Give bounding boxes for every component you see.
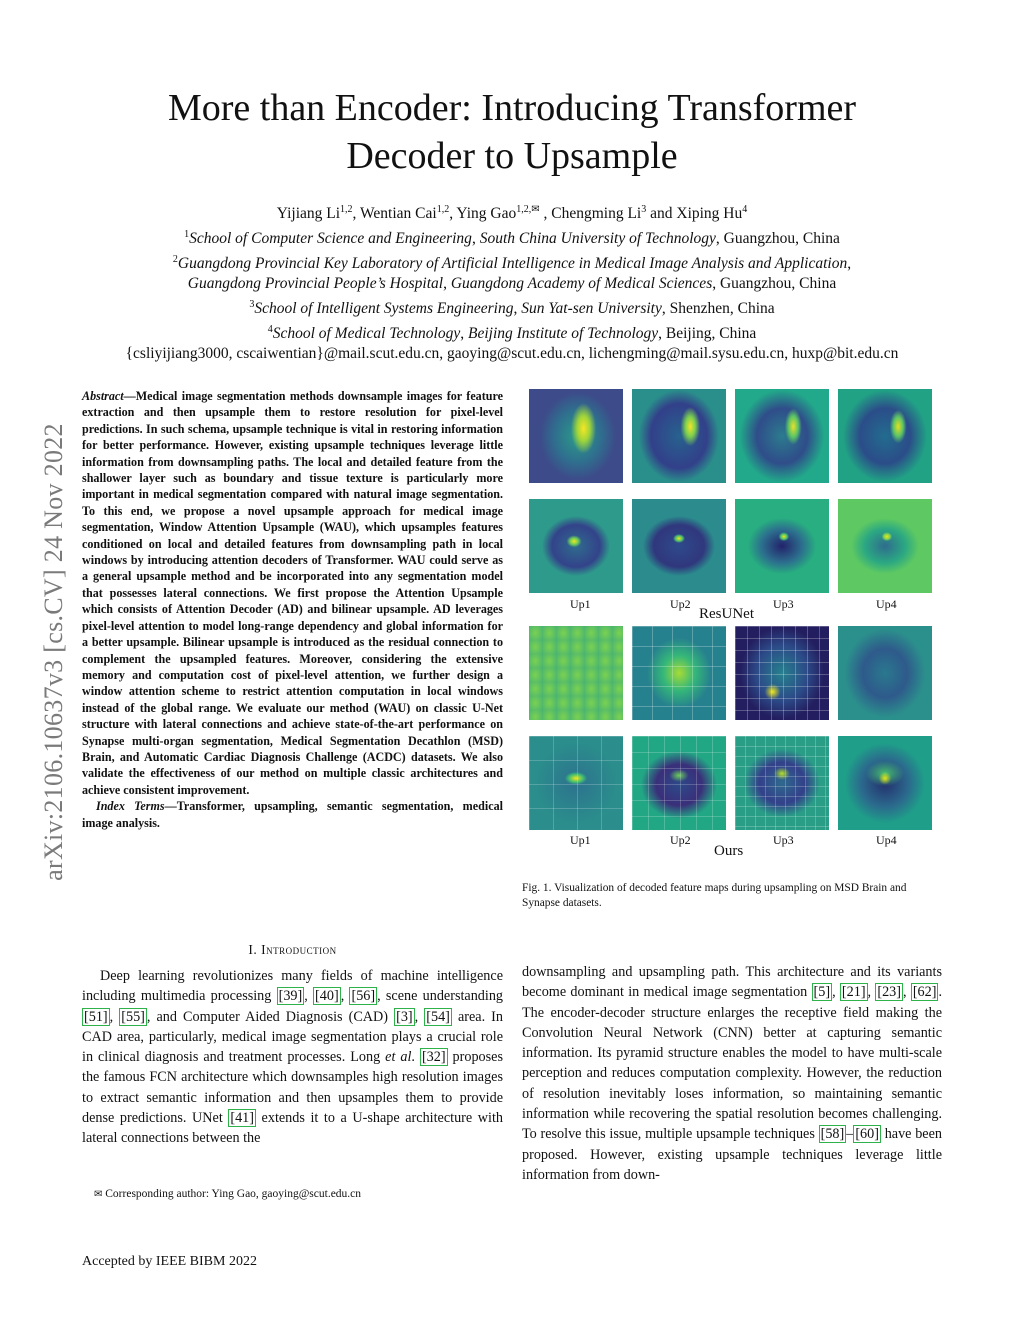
aff-text: , Shenzhen, China (661, 300, 775, 317)
index-terms (82, 798, 503, 831)
affiliation-2b: Guangdong Provincial People’s Hospital, Guangdong Academy of Medical Sciences, Guangzhou, China (187, 275, 837, 293)
aff-text: School of Computer Science and Engineering (189, 229, 472, 247)
figure-1 (522, 386, 942, 866)
feature-map-ours-up3-b (735, 736, 829, 830)
aff-sup: 3 (249, 298, 255, 310)
section-number: I. (248, 942, 258, 957)
intro-right-column (522, 962, 942, 1185)
label-up1-ours: Up1 (570, 833, 591, 847)
label-up2-ours: Up2 (670, 833, 691, 847)
feature-map-ours-up4-b (838, 736, 932, 830)
aff-text: School of Medical Technology (272, 324, 461, 342)
label-up4-ours: Up4 (876, 833, 897, 847)
footnote (82, 1188, 503, 1200)
affiliation-1 (0, 225, 1024, 250)
body-text: have been proposed. However, existing upsample techniques leverage little information from down- (522, 1126, 942, 1183)
body-text: , (109, 1008, 120, 1025)
affiliation-4: $^4$School of Medical Technology, Beijing Institute of Technology, Beijing, China (267, 323, 757, 342)
label-up3-ours: Up3 (773, 833, 794, 847)
feature-map-resunet-up2-a (632, 389, 726, 483)
aff-sup: 1 (184, 228, 190, 240)
author-3: Ying Gao (456, 205, 517, 223)
citation-link[interactable]: [51] (84, 1008, 108, 1025)
feature-map-resunet-up3-b (735, 499, 829, 593)
aff-sup: 4 (267, 323, 273, 335)
aff-text: , Guangzhou, China (712, 275, 837, 293)
feature-map-ours-up3-a (735, 626, 829, 720)
label-up3: Up3 (773, 597, 794, 611)
footer-note: Accepted by IEEE BIBM 2022 (82, 1254, 257, 1269)
abstract (82, 388, 503, 831)
citation-link[interactable]: [32] (421, 1049, 446, 1066)
citation-link[interactable]: [41] (230, 1110, 254, 1127)
aff-text: , Beijing, China (658, 324, 757, 342)
feature-map-resunet-up1-b (529, 499, 623, 593)
citation-link[interactable]: [23] (877, 984, 901, 1001)
body-text: Deep learning revolutionizes many fields of machine intelligence including multimedia processing (82, 968, 503, 1005)
body-text: extends it to a U-shape architecture with lateral connections between the (82, 1110, 503, 1147)
body-text: area. In CAD area, particularly, medical image segmentation plays a crucial role in clinical diagnosis and treatment processes. Long (82, 1008, 503, 1066)
author-3-sup: 1,2,✉ (516, 204, 540, 215)
affiliation-3: $^3$School of Intelligent Systems Engineering, Sun Yat-sen University, Shenzhen, China (249, 298, 775, 317)
index-terms-body: —Transformer, upsampling, semantic segmentation, medical image analysis. (82, 799, 503, 830)
body-text: , (867, 984, 876, 1001)
body-text: . (411, 1049, 420, 1066)
feature-map-ours-up1-b (529, 736, 623, 830)
aff-text: , (471, 229, 480, 247)
author-names: Yijiang Li$^{1,2}$, Wentian Cai$^{1,2}$, Ying Gao$^{1,2,✉}$ , Chengming Li$^3$ and Xiping Hu$^4$ (276, 204, 748, 223)
author-1-sup: 1,2 (340, 204, 353, 215)
body-text: proposes the famous FCN architecture which downsamples high resolution images to extract semantic information and then upsamples them to provide dense predictions. UNet (82, 1049, 503, 1127)
section-name: Introduction (261, 942, 337, 957)
body-text: downsampling and upsampling path. This architecture and its variants become dominant in medical image segmentation (522, 964, 942, 1001)
citation-link[interactable]: [54] (426, 1008, 450, 1025)
aff-text: South China University of Technology (479, 229, 716, 247)
aff-text: Sun Yat-sen University (521, 300, 662, 317)
body-text: , (340, 988, 350, 1005)
citation-link[interactable]: [21] (841, 984, 866, 1001)
aff-text: Guangdong Academy of Medical Sciences (450, 275, 713, 293)
feature-map-resunet-up4-a (838, 389, 932, 483)
author-2: Wentian Cai (360, 205, 437, 223)
label-up4: Up4 (876, 597, 897, 611)
intro-left-column (82, 966, 503, 1149)
body-text: , (832, 984, 840, 1001)
title-line-2: Decoder to Upsample (346, 135, 678, 177)
author-block (0, 200, 1024, 365)
aff-text: , Guangzhou, China (715, 229, 840, 247)
abstract-label: Abstract (82, 389, 124, 403)
feature-map-ours-up2-b (632, 736, 726, 830)
body-text: , scene understanding (377, 988, 504, 1005)
index-terms-label: Index Terms (96, 799, 165, 814)
body-text: , (414, 1008, 425, 1025)
citation-link[interactable]: [5] (813, 984, 831, 1001)
citation-link[interactable]: [3] (396, 1008, 413, 1025)
citation-link[interactable]: [40] (315, 988, 339, 1005)
author-5-sup: 4 (742, 204, 748, 215)
citation-link[interactable]: [39] (278, 988, 303, 1005)
feature-map-ours-up4-a (838, 626, 932, 720)
citation-link[interactable]: [60] (855, 1126, 879, 1143)
citation-link[interactable]: [56] (351, 988, 376, 1005)
group-label-resunet: ResUNet (699, 606, 754, 622)
body-text-italic: et al (385, 1049, 412, 1066)
body-text: . The encoder-decoder structure enlarges the receptive field making the Convolution Neural Network (CNN) better at capturing semantic information. Its pyramid structure enables the model to have multi-scale perception and reduces computation complexity. However, the reduction of resolution inevitably loses information, so maintaining semantic information while recovering the spatial resolution becomes challenging. To resolve this issue, multiple upsample techniques (522, 984, 942, 1143)
aff-sup: 2 (172, 253, 178, 265)
envelope-icon: ✉ (94, 1189, 103, 1200)
feature-map-resunet-up2-b (632, 499, 726, 593)
group-label-ours: Ours (714, 843, 744, 859)
feature-map-resunet-up4-b (838, 499, 932, 593)
body-text: , (903, 984, 911, 1001)
label-up2: Up2 (670, 597, 691, 611)
aff-text: Guangdong Provincial Key Laboratory of Artificial Intelligence in Medical Image Analysis and Application (177, 254, 848, 272)
author-emails[interactable]: {csliyijiang3000, cscaiwentian}@mail.scut.edu.cn, gaoying@scut.edu.cn, lichengming@mail.sysu.edu.cn, huxp@bit.edu.cn (125, 345, 899, 363)
body-text: , and Computer Aided Diagnosis (CAD) (146, 1008, 395, 1025)
author-4-sup: 3 (641, 204, 647, 215)
footnote-text: Corresponding author: Ying Gao, gaoying@scut.edu.cn (102, 1188, 362, 1200)
citation-link[interactable]: [62] (912, 984, 937, 1001)
feature-map-resunet-up3-a (735, 389, 829, 483)
citation-link[interactable]: [55] (121, 1008, 145, 1025)
figure-caption: Fig. 1. Visualization of decoded feature maps during upsampling on MSD Brain and Synapse datasets. (522, 882, 907, 909)
title-line-1: More than Encoder: Introducing Transformer (167, 87, 857, 129)
label-up1: Up1 (570, 597, 591, 611)
author-2-sup: 1,2 (436, 204, 450, 215)
affiliation-2: $^2$Guangdong Provincial Key Laboratory of Artificial Intelligence in Medical Image Analysis and Application, (172, 253, 852, 272)
abstract-body: —Medical image segmentation methods downsample images for feature extraction and then upsample them to restore resolution for pixel-level predictions. In such schema, upsample technique is vital in restoring information for better performance. However, existing upsample techniques leverage little information from downsampling paths. The local and detailed feature from the shallower layer such as boundary and tissue texture is particularly more important in medical segmentation compared with natural image segmentation. To this end, we propose a novel upsample approach for medical image segmentation, Window Attention Upsample (WAU), which upsamples features conditioned on local and detailed features from downsampling path in local windows by introducing attention decoders of Transformer. WAU could serve as a general upsample method and be incorporated into any segmentation model that possesses lateral connections. We first propose the Attention Upsample which consists of Attention Decoder (AD) and bilinear upsample. AD leverages pixel-level attention to model long-range dependency and global information for a better upsample. Bilinear upsample is introduced as the residual connection to complement the upsampled features. Moreover, considering the extensive memory and computation cost of pixel-level attention, we further design a window attention scheme to restrict attention computation in local windows instead of the global range. We evaluate our method (WAU) on classic U-Net structure with lateral connections and achieve state-of-the-art performance on Synapse multi-organ segmentation, Medical Segmentation Decathlon (MSD) Brain, and Automatic Cardiac Diagnosis Challenge (ACDC) datasets. We also validate the effectiveness of our method on multiple classic architectures and achieve consistent improvement. (82, 389, 503, 797)
feature-map-resunet-up1-a (529, 389, 623, 483)
aff-text: Guangdong Provincial People’s Hospital (187, 275, 444, 293)
body-text: , (304, 988, 314, 1005)
author-1: Yijiang Li (276, 205, 341, 223)
feature-map-ours-up2-a (632, 626, 726, 720)
feature-map-ours-up1-a (529, 626, 623, 720)
aff-text: School of Intelligent Systems Engineering (254, 300, 514, 317)
body-text: – (846, 1126, 854, 1143)
section-heading-introduction (82, 942, 503, 958)
author-4: Chengming Li (551, 205, 642, 223)
citation-link[interactable]: [58] (820, 1126, 845, 1143)
arxiv-stamp: arXiv:2106.10637v3 [cs.CV] 24 Nov 2022 (39, 423, 68, 881)
author-5: Xiping Hu (676, 205, 743, 223)
paper-title (0, 84, 1024, 180)
aff-text: Beijing Institute of Technology (467, 324, 659, 342)
